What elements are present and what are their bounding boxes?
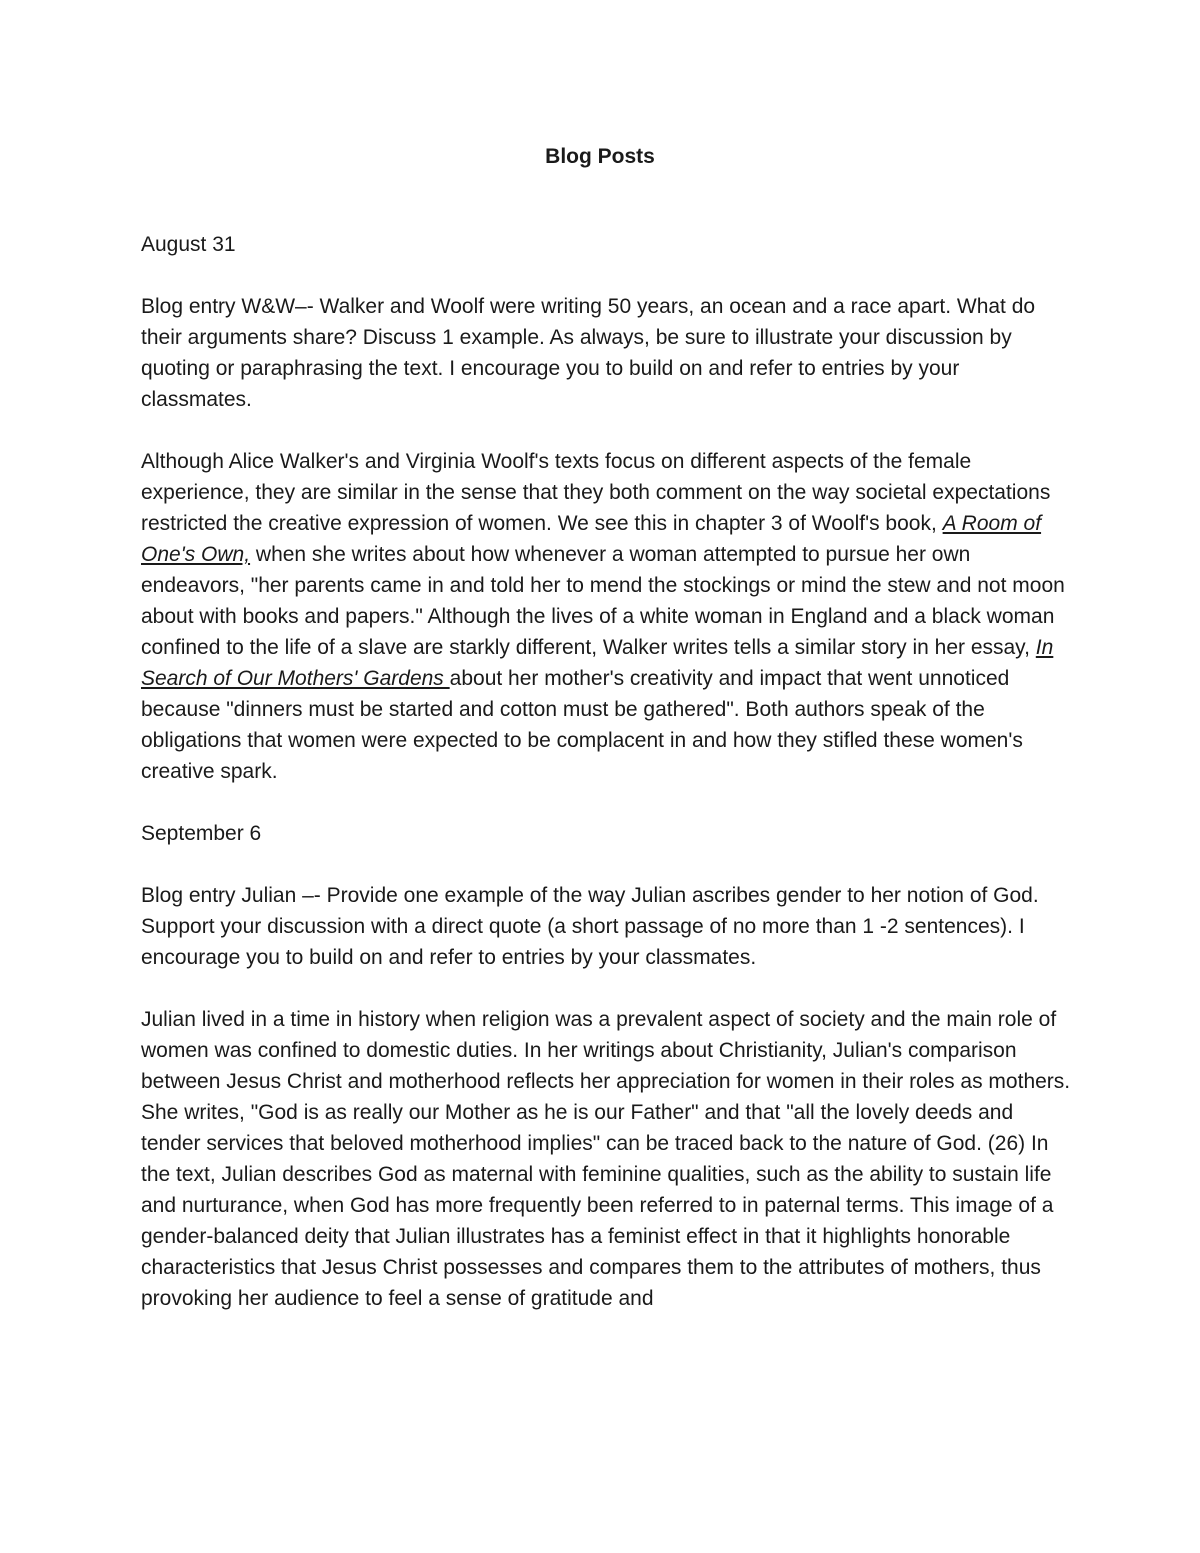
entry-date: September 6 — [141, 822, 262, 845]
response-text: when she writes about how whenever a woman attempted to pursue her own endeavors, "her parents came in and told her to mend the stockings or mind the stew and not moon about with books and papers." Although the lives of a white woman in England and a black woman confined to the life of a slave are starkly different, Walker writes tells a similar story in her essay, — [141, 543, 1065, 659]
entry-august-31 — [141, 229, 1080, 787]
entry-prompt: Blog entry W&W–- Walker and Woolf were writing 50 years, an ocean and a race apart. What do their arguments share? Discuss 1 example. As always, be sure to illustrate your discussion by quoting or paraphrasing the text. I encourage you to build on and refer to entries by your classmates. — [141, 295, 1036, 411]
book-title-room: A Room of One's Own, — [141, 512, 1042, 566]
response-text: about her mother's creativity and impact that went unnoticed because "dinners must be started and cotton must be gathered". Both authors speak of the obligations that women were expected to be complacent in and how they stifled these women's creative spark. — [141, 667, 1023, 783]
entry-september-6 — [141, 818, 1080, 1314]
entry-response: Julian lived in a time in history when religion was a prevalent aspect of society and the main role of women was confined to domestic duties. In her writings about Christianity, Julian's comparison between Jesus Christ and motherhood reflects her appreciation for women in their roles as mothers. She writes, "God is as really our Mother as he is our Father" and that "all the lovely deeds and tender services that beloved motherhood implies" can be traced back to the nature of God. (26) In the text, Julian describes God as maternal with feminine qualities, such as the ability to sustain life and nurturance, when God has more frequently been referred to in paternal terms. This image of a gender-balanced deity that Julian illustrates has a feminist effect in that it highlights honorable characteristics that Jesus Christ possesses and compares them to the attributes of mothers, thus provoking her audience to feel a sense of gratitude and — [141, 1008, 1071, 1310]
page-title: Blog Posts — [545, 145, 655, 168]
entry-response — [141, 446, 1071, 787]
book-title-mothers-gardens: In Search of Our Mothers' Gardens — [141, 636, 1054, 690]
entry-prompt: Blog entry Julian –- Provide one example of the way Julian ascribes gender to her notion of God. Support your discussion with a direct quote (a short passage of no more than 1 -2 sentences). I encourage you to build on and refer to entries by your classmates. — [141, 884, 1039, 969]
response-text: Although Alice Walker's and Virginia Woolf's texts focus on different aspects of the female experience, they are similar in the sense that they both comment on the way societal expectations restricted the creative expression of women. We see this in chapter 3 of Woolf's book, — [141, 450, 1051, 535]
entry-date: August 31 — [141, 233, 236, 256]
